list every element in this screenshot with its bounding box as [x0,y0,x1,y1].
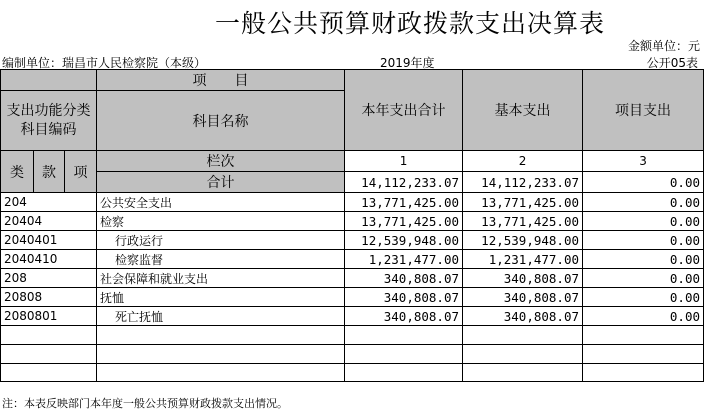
header-lei: 类 [1,151,34,193]
row-project: 0.00 [583,250,704,269]
header-blank-left [1,70,97,91]
row-project: 0.00 [583,231,704,250]
row-code: 2080801 [1,307,97,326]
header-xiang: 项 [65,151,97,193]
row-name: 社会保障和就业支出 [97,269,345,288]
row-code: 20404 [1,212,97,231]
row-basic: 13,771,425.00 [463,193,583,212]
report-year: 2019年度 [380,56,435,70]
header-project: 项目支出 [583,70,704,151]
expenditure-table [0,69,704,382]
header-basic: 基本支出 [463,70,583,151]
form-number: 公开05表 [646,56,698,70]
row-basic: 1,231,477.00 [463,250,583,269]
row-project: 0.00 [583,288,704,307]
blank-row [1,364,704,382]
row-code: 2040410 [1,250,97,269]
row-total: 340,808.07 [345,288,463,307]
table-row [1,250,704,269]
row-project: 0.00 [583,269,704,288]
table-row [1,269,704,288]
row-code: 2040401 [1,231,97,250]
row-project: 0.00 [583,212,704,231]
row-basic: 12,539,948.00 [463,231,583,250]
row-name: 行政运行 [97,231,345,250]
total-basic: 14,112,233.07 [463,172,583,193]
row-code: 208 [1,269,97,288]
col-no-1: 1 [345,151,463,172]
blank-row [1,326,704,345]
total-project: 0.00 [583,172,704,193]
header-item: 项 目 [97,70,345,91]
row-basic: 340,808.07 [463,307,583,326]
table-row [1,288,704,307]
table-row [1,307,704,326]
header-code-group: 支出功能分类科目编码 [1,91,97,151]
row-name: 抚恤 [97,288,345,307]
header-kuan: 款 [34,151,65,193]
compiling-unit: 编制单位：瑞昌市人民检察院（本级） [2,56,207,70]
header-heji: 合计 [97,172,345,193]
amount-unit: 金额单位：元 [627,39,700,53]
row-basic: 340,808.07 [463,269,583,288]
row-basic: 340,808.07 [463,288,583,307]
row-project: 0.00 [583,193,704,212]
table-row [1,212,704,231]
row-basic: 13,771,425.00 [463,212,583,231]
table-row [1,231,704,250]
header-total: 本年支出合计 [345,70,463,151]
row-name: 死亡抚恤 [97,307,345,326]
row-name: 公共安全支出 [97,193,345,212]
row-code: 204 [1,193,97,212]
row-name: 检察 [97,212,345,231]
report-title: 一般公共预算财政拨款支出决算表 [214,9,605,38]
header-lanci: 栏次 [97,151,345,172]
row-total: 340,808.07 [345,269,463,288]
footnote: 注：本表反映部门本年度一般公共预算财政拨款支出情况。 [2,397,288,410]
row-total: 1,231,477.00 [345,250,463,269]
row-total: 13,771,425.00 [345,212,463,231]
col-no-3: 3 [583,151,704,172]
blank-row [1,345,704,364]
total-sum: 14,112,233.07 [345,172,463,193]
col-no-2: 2 [463,151,583,172]
row-name: 检察监督 [97,250,345,269]
header-subject-name: 科目名称 [97,91,345,151]
row-code: 20808 [1,288,97,307]
table-row [1,193,704,212]
row-total: 13,771,425.00 [345,193,463,212]
row-total: 12,539,948.00 [345,231,463,250]
row-project: 0.00 [583,307,704,326]
row-total: 340,808.07 [345,307,463,326]
